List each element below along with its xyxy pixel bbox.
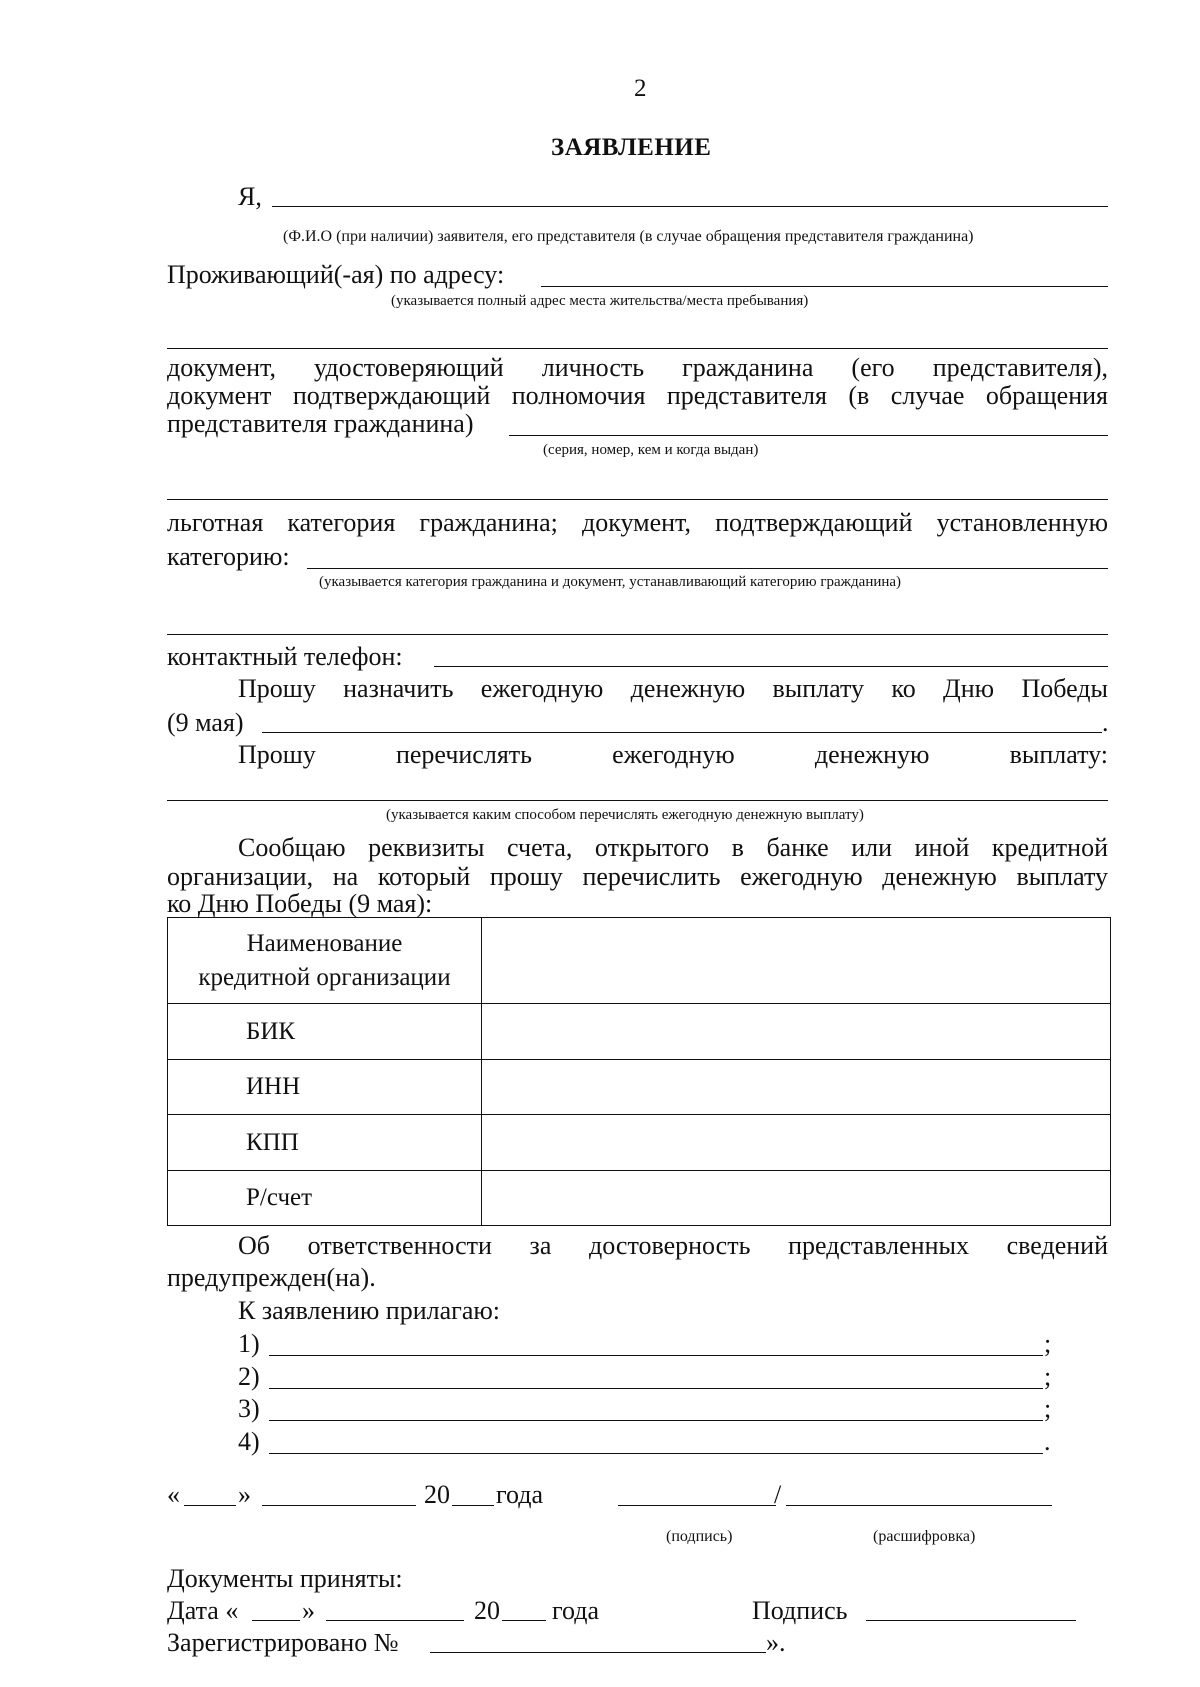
bik-label: БИК <box>168 1004 482 1060</box>
address-hint: (указывается полный адрес места жительства/места пребывания) <box>391 293 809 309</box>
attachment-field[interactable] <box>269 1355 1043 1356</box>
request-payment-end: . <box>1102 708 1109 737</box>
date-quote-close: » <box>238 1480 251 1509</box>
transfer-method-field[interactable] <box>167 800 1108 801</box>
attachment-end: ; <box>1044 1394 1052 1423</box>
category-line2: категорию: <box>167 542 290 571</box>
signature-slash: / <box>774 1480 782 1509</box>
identity-doc-hint: (серия, номер, кем и когда выдан) <box>543 442 759 458</box>
bank-name-value[interactable] <box>482 918 1111 1004</box>
date-quote-open: « <box>167 1480 180 1509</box>
transfer-method-hint: (указывается каким способом перечислять ежегодную денежную выплату) <box>386 807 864 823</box>
identity-doc-line2: документ подтверждающий полномочия представителя (в случае обращения <box>167 381 1108 410</box>
category-hint: (указывается категория гражданина и документ, устанавливающий категорию гражданина) <box>319 574 902 590</box>
request-transfer-word: выплату: <box>1009 740 1108 769</box>
bank-intro-line1: Сообщаю реквизиты счета, открытого в банке или иной кредитной <box>238 833 1108 862</box>
identity-doc-line3: представителя гражданина) <box>167 409 474 438</box>
year-field[interactable] <box>452 1505 494 1506</box>
attachment-num: 3) <box>238 1394 260 1423</box>
day-field[interactable] <box>184 1505 236 1506</box>
acceptance-month-field[interactable] <box>326 1620 464 1621</box>
acceptance-year-field[interactable] <box>502 1620 546 1621</box>
table-row <box>168 1115 1111 1171</box>
attachment-end: . <box>1044 1427 1051 1456</box>
kpp-value[interactable] <box>482 1115 1111 1171</box>
attachment-num: 4) <box>238 1427 260 1456</box>
phone-label: контактный телефон: <box>167 642 403 671</box>
table-row <box>168 1171 1111 1226</box>
acceptance-year-suffix: года <box>552 1596 600 1625</box>
request-payment-line1: Прошу назначить ежегодную денежную выплату ко Дню Победы <box>238 674 1108 703</box>
table-row <box>168 1004 1111 1060</box>
inn-value[interactable] <box>482 1060 1111 1115</box>
address-field-line2[interactable] <box>167 348 1108 349</box>
responsibility-line2: предупрежден(на). <box>167 1263 376 1292</box>
category-field-line2[interactable] <box>167 634 1108 635</box>
bank-intro-line3: ко Дню Победы (9 мая): <box>167 889 433 918</box>
bank-name-label-line1: Наименование <box>246 929 403 957</box>
attachment-field[interactable] <box>269 1420 1043 1421</box>
acceptance-date-close: » <box>302 1596 315 1625</box>
applicant-hint: (Ф.И.О (при наличии) заявителя, его представителя (в случае обращения представителя гражданина) <box>283 228 974 245</box>
attachment-field[interactable] <box>269 1453 1043 1454</box>
address-label: Проживающий(-ая) по адресу: <box>167 260 505 289</box>
inn-label: ИНН <box>168 1060 482 1115</box>
attachment-field[interactable] <box>269 1388 1043 1389</box>
bank-name-label <box>168 918 482 1004</box>
identity-doc-field-line2[interactable] <box>167 499 1108 500</box>
identity-doc-line1: документ, удостоверяющий личность гражданина (его представителя), <box>167 353 1108 382</box>
responsibility-line1: Об ответственности за достоверность представленных сведений <box>238 1231 1108 1260</box>
request-transfer-word: ежегодную <box>612 740 735 769</box>
request-transfer-word: денежную <box>814 740 930 769</box>
page-title: ЗАЯВЛЕНИЕ <box>551 134 712 161</box>
year-suffix: года <box>496 1480 544 1509</box>
acceptance-day-field[interactable] <box>252 1620 300 1621</box>
identity-doc-field[interactable] <box>509 435 1108 436</box>
applicant-name-field[interactable] <box>272 206 1108 207</box>
registration-label: Зарегистрировано № <box>167 1628 399 1657</box>
bank-intro-line2: организации, на который прошу перечислить ежегодную денежную выплату <box>167 862 1108 891</box>
table-row <box>168 1060 1111 1115</box>
address-field[interactable] <box>541 286 1108 287</box>
attachment-end: ; <box>1044 1362 1052 1391</box>
signature-decode-field[interactable] <box>786 1505 1052 1506</box>
acceptance-date-label: Дата « <box>167 1596 239 1625</box>
request-payment-field[interactable] <box>262 732 1102 733</box>
category-line1: льготная категория гражданина; документ, подтверждающий установленную <box>167 508 1108 537</box>
request-transfer-word: Прошу <box>238 740 316 769</box>
bank-details-table <box>167 917 1111 1226</box>
acceptance-sign-label: Подпись <box>752 1596 848 1625</box>
table-row <box>168 918 1111 1004</box>
signature-field[interactable] <box>618 1505 776 1506</box>
request-payment-line2: (9 мая) <box>167 708 244 737</box>
attachments-label: К заявлению прилагаю: <box>238 1296 501 1325</box>
acceptance-year-prefix: 20 <box>474 1596 500 1625</box>
year-prefix: 20 <box>424 1480 450 1509</box>
request-transfer-line <box>238 740 1108 770</box>
applicant-prefix: Я, <box>238 182 262 211</box>
account-value[interactable] <box>482 1171 1111 1226</box>
account-label: Р/счет <box>168 1171 482 1226</box>
request-transfer-word: перечислять <box>395 740 532 769</box>
kpp-label: КПП <box>168 1115 482 1171</box>
registration-end: ». <box>766 1628 786 1657</box>
attachment-num: 2) <box>238 1362 260 1391</box>
attachment-num: 1) <box>238 1329 260 1358</box>
signature-hint: (подпись) <box>666 1528 733 1545</box>
page-number: 2 <box>634 75 647 102</box>
bik-value[interactable] <box>482 1004 1111 1060</box>
acceptance-header: Документы приняты: <box>167 1564 403 1593</box>
decode-hint: (расшифровка) <box>873 1528 976 1545</box>
month-field[interactable] <box>262 1505 416 1506</box>
category-field[interactable] <box>307 568 1108 569</box>
registration-number-field[interactable] <box>430 1652 766 1653</box>
bank-name-label-line2: кредитной организации <box>198 963 451 991</box>
acceptance-sign-field[interactable] <box>866 1620 1076 1621</box>
phone-field[interactable] <box>434 666 1108 667</box>
attachment-end: ; <box>1044 1329 1052 1358</box>
